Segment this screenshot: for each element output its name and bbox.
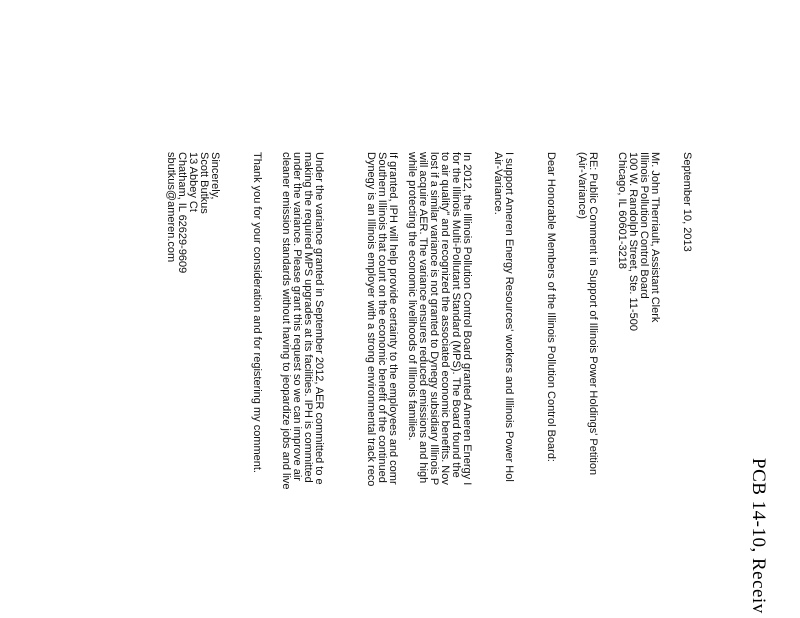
paragraph-5: [251, 152, 262, 473]
signer-address: 13 Abbey Ct: [187, 152, 199, 212]
addressee-line: Mr. John Therriault, Assistant Clerk: [649, 152, 661, 323]
paragraph-line: under the variance. Please grant this request so we can improve air: [291, 152, 303, 481]
paragraph-line: lost if a similar variance is not granted to Dynegy subsidiary Illinois P: [428, 152, 440, 486]
paragraph-line: making the required MPS upgrades at its facilities. IPH is committed: [302, 152, 314, 483]
addressee-line: Chicago, IL 60601-3218: [616, 152, 628, 270]
paragraph-1: [492, 152, 514, 482]
paragraph-line: If granted, IPH will help provide certainty to the employees and comr: [387, 152, 399, 485]
signer-city: Chatham, IL 62629-9609: [176, 152, 188, 274]
addressee-line: Illinois Pollution Control Board: [638, 152, 650, 299]
paragraph-line: I support Ameren Energy Resources' workers and Illinois Power Hol: [503, 152, 515, 482]
addressee-line: 100 W. Randolph Street, Ste. 11-500: [627, 152, 639, 331]
paragraph-line: to air quality" and recognized the associated economic benefits. Nov: [439, 152, 451, 485]
paragraph-2: [406, 152, 472, 485]
signer-name: Scott Butkus: [198, 152, 210, 214]
subject-text: RE: Public Comment in Support of Illinois Power Holdings' Petition: [587, 152, 599, 476]
paragraph-line: for the Illinois Multi-Pollutant Standard (MPS). The Board found the: [450, 152, 462, 478]
paragraph-line: will acquire AER. The variance ensures reduced emissions and high: [417, 152, 429, 484]
paragraph-3: [365, 152, 398, 486]
paragraph-line: In 2012, the Illinois Pollution Control Board granted Ameren Energy I: [461, 152, 473, 486]
paragraph-line: Thank you for your consideration and for registering my comment.: [251, 152, 263, 473]
salutation: Dear Honorable Members of the Illinois Pollution Control Board:: [545, 152, 557, 462]
signer-email: sbutkus@ameren.com: [165, 152, 177, 263]
paragraph-line: cleaner emission standards without having to jeopardize jobs and live: [280, 152, 292, 490]
paragraph-line: Air-Variance.: [492, 152, 504, 215]
received-stamp: PCB 14-10, Receiv: [748, 458, 769, 614]
subject-line: [576, 152, 598, 475]
addressee-block: [616, 152, 660, 331]
paragraph-line: Dynegy is an Illinois employer with a strong environmental track reco: [365, 152, 377, 487]
signature-block: [165, 152, 220, 273]
paragraph-line: Under the variance granted in September 2012, AER committed to e: [313, 152, 325, 485]
closing-line: Sincerely,: [209, 152, 221, 200]
paragraph-line: Southern Illinois that count on the economic benefit of the continued: [376, 152, 388, 483]
subject-text: (Air-Variance): [576, 152, 588, 220]
paragraph-line: while protecting the economic livelihoods of Illinois families.: [406, 152, 418, 441]
paragraph-4: [280, 152, 324, 490]
letter-date: September 10, 2013: [681, 152, 693, 252]
